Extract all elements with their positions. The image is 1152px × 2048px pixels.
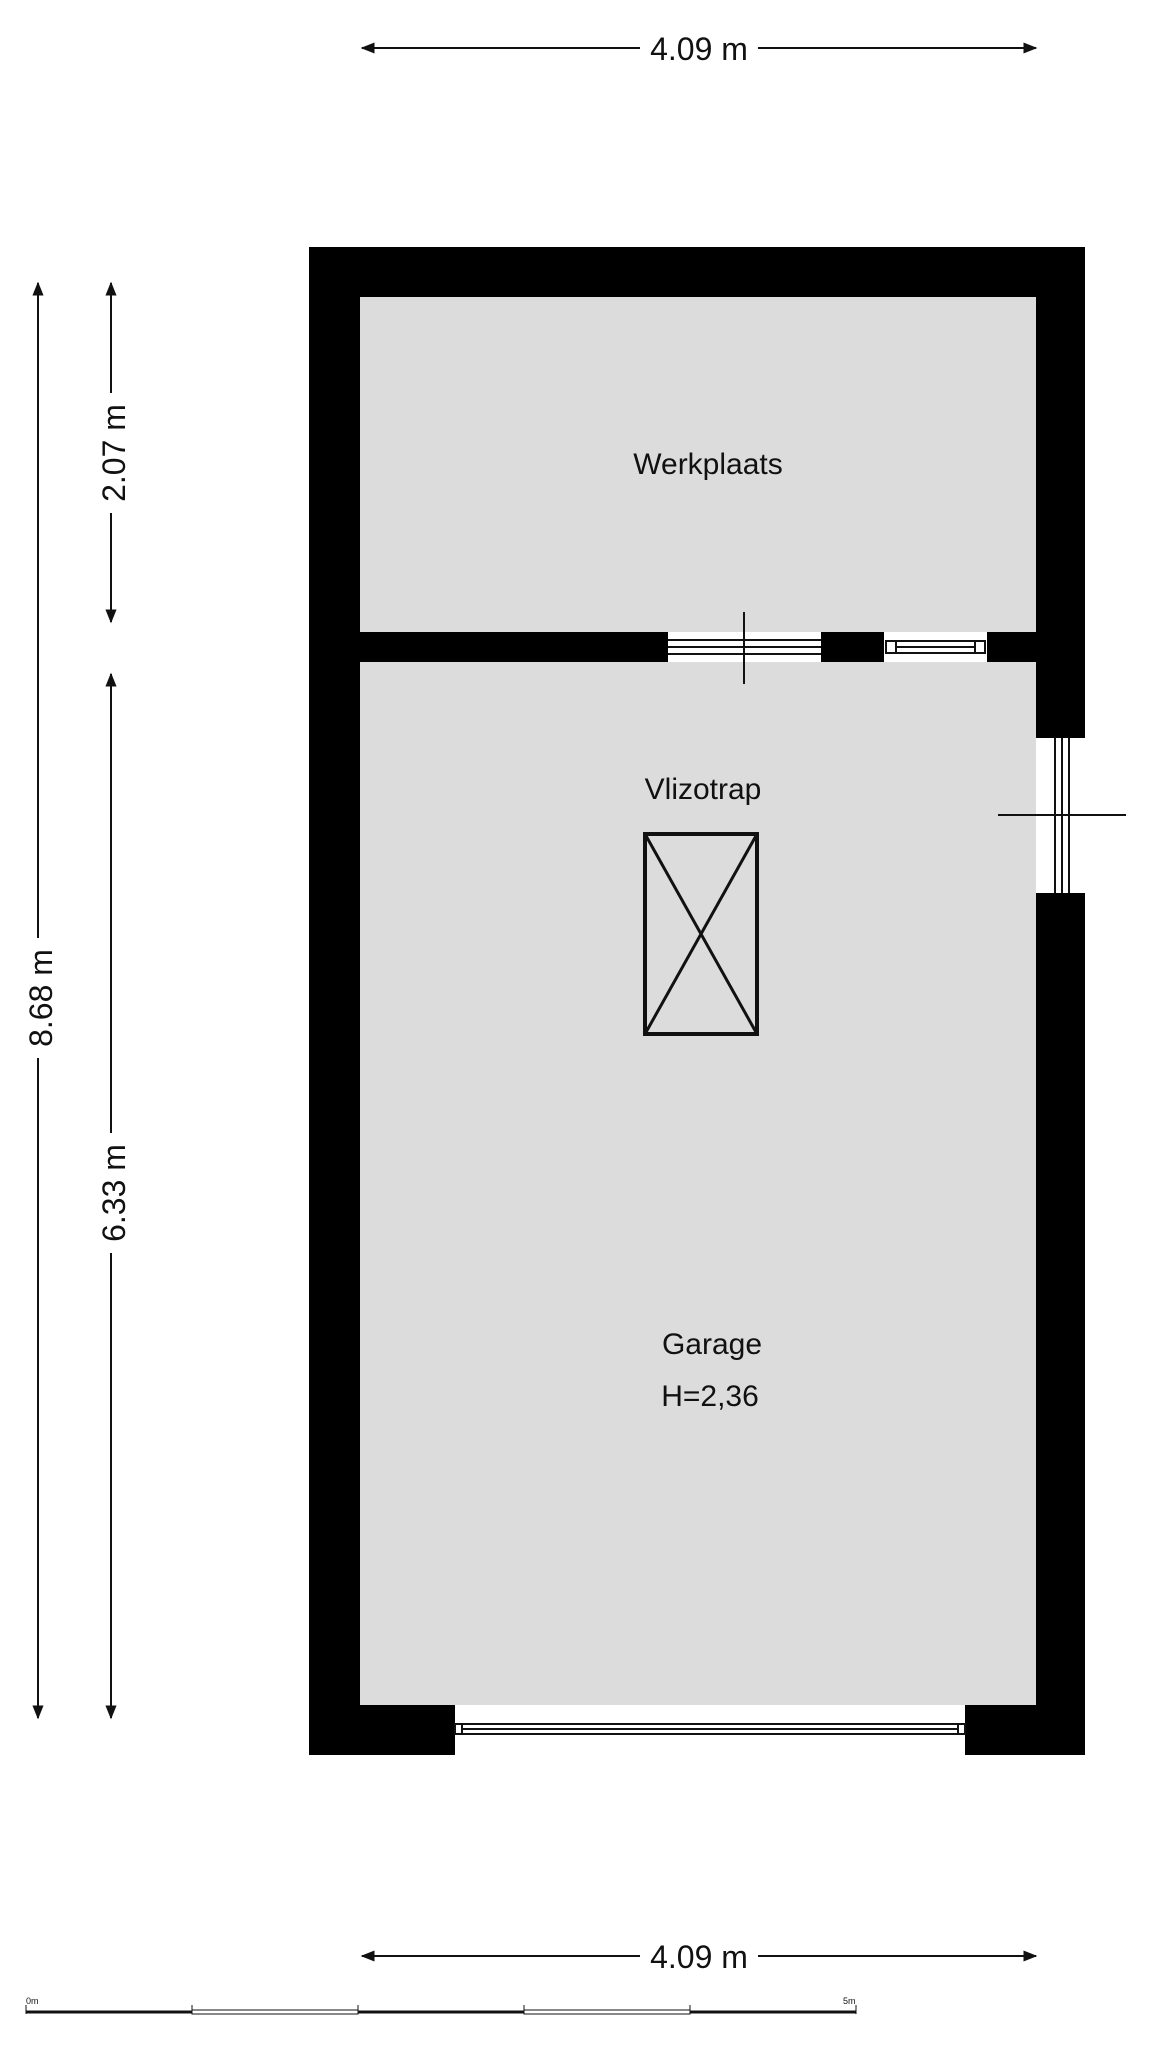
interior-window xyxy=(884,632,987,662)
dimension-lower-height-label: 6.33 m xyxy=(96,1144,132,1242)
garage-door[interactable] xyxy=(455,1705,965,1755)
dimension-top-label: 4.09 m xyxy=(650,31,748,67)
dimension-bottom xyxy=(362,1939,1036,1975)
scale-bar xyxy=(26,1996,856,2014)
dimension-total-height xyxy=(23,283,59,1718)
dimension-upper-height-label: 2.07 m xyxy=(96,404,132,502)
dimension-bottom-label: 4.09 m xyxy=(650,1939,748,1975)
scale-bar-end-label: 5m xyxy=(843,1996,856,2006)
garage-height-label: H=2,36 xyxy=(661,1380,759,1413)
garage-floor xyxy=(360,662,1036,1705)
scale-bar-start-label: 0m xyxy=(26,1996,39,2006)
dimension-total-height-label: 8.68 m xyxy=(23,949,59,1047)
werkplaats-label: Werkplaats xyxy=(633,448,783,481)
garage-label: Garage xyxy=(661,1328,763,1361)
dimension-lower-height xyxy=(96,674,132,1718)
dimension-top xyxy=(362,31,1036,67)
vlizotrap-label: Vlizotrap xyxy=(644,773,762,806)
dimension-upper-height xyxy=(96,283,132,622)
building xyxy=(309,247,1126,1755)
